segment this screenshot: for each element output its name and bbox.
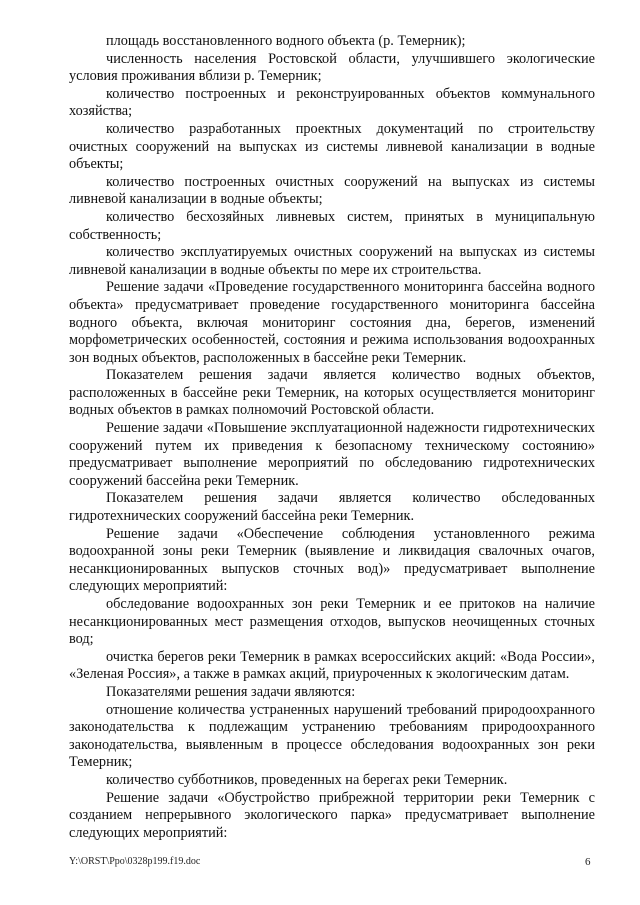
- page-number: 6: [585, 856, 591, 868]
- paragraph: количество эксплуатируемых очистных сооружений на выпусках из системы ливневой канализации в водные объекты по мере их строительства.: [69, 244, 595, 278]
- paragraph: Показателем решения задачи является количество обследованных гидротехнических сооружений бассейна реки Темерник.: [69, 490, 595, 525]
- paragraph: Решение задачи «Обеспечение соблюдения установленного режима водоохранной зоны реки Темерник (выявление и ликвидация свалочных очагов, несанкционированных выпусков сточных вод)» предусматривает выполнение следующих мероприятий:: [69, 525, 595, 595]
- footer-file-path: Y:\ORST\Ppo\0328p199.f19.doc: [69, 856, 201, 867]
- document-body: [69, 33, 595, 842]
- paragraph: количество субботников, проведенных на берегах реки Темерник.: [106, 771, 508, 788]
- paragraph: Решение задачи «Обустройство прибрежной территории реки Темерник с созданием непрерывного экологического парка» предусматривает выполнение следующих мероприятий:: [69, 789, 595, 841]
- paragraph: количество построенных и реконструированных объектов коммунального хозяйства;: [69, 85, 595, 120]
- paragraph: Показателями решения задачи являются:: [106, 683, 356, 700]
- paragraph: Решение задачи «Повышение эксплуатационной надежности гидротехнических сооружений путем их приведения к безопасному техническому состоянию» предусматривает выполнение мероприятий по обследованию гидротехнических сооружений бассейна реки Темерник.: [69, 420, 595, 489]
- paragraph: количество построенных очистных сооружений на выпусках из системы ливневой канализации в водные объекты;: [69, 173, 595, 208]
- paragraph: площадь восстановленного водного объекта (р. Темерник);: [106, 33, 466, 49]
- paragraph: численность населения Ростовской области, улучшившего экологические условия проживания вблизи р. Темерник;: [69, 50, 595, 85]
- paragraph: обследование водоохранных зон реки Темерник и ее притоков на наличие несанкционированных мест размещения отходов, выпусков неочищенных сточных вод;: [69, 596, 595, 648]
- paragraph: отношение количества устраненных нарушений требований природоохранного законодательства к подлежащим устранению требованиям природоохранного законодательства, выявленным в процессе обследования водоохранных зон реки Темерник;: [69, 701, 595, 771]
- paragraph: Решение задачи «Проведение государственного мониторинга бассейна водного объекта» предусматривает проведение государственного мониторинга бассейна водного объекта, включая мониторинг состояния дна, берегов, изменений морфометрических особенностей, состояния и режима использования водоохранных зон водных объектов, расположенных в бассейне реки Темерник.: [69, 279, 595, 366]
- paragraph: количество бесхозяйных ливневых систем, принятых в муниципальную собственность;: [69, 208, 595, 243]
- paragraph: Показателем решения задачи является количество водных объектов, расположенных в бассейне реки Темерник, на которых осуществляется мониторинг водных объектов в рамках полномочий Ростовской области.: [69, 367, 595, 419]
- paragraph: очистка берегов реки Темерник в рамках всероссийских акций: «Вода России», «Зеленая Россия», а также в рамках акций, приуроченных к экологическим датам.: [69, 648, 595, 683]
- paragraph: количество разработанных проектных документаций по строительству очистных сооружений на выпусках из системы ливневой канализации в водные объекты;: [69, 120, 595, 173]
